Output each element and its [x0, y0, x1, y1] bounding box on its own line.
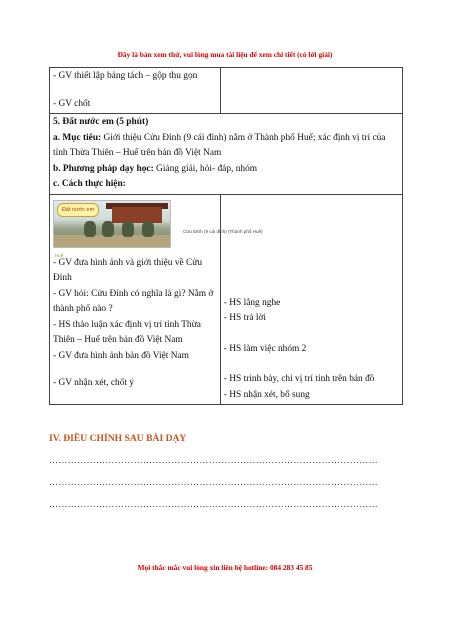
student-step: - HS lắng nghe	[223, 297, 281, 308]
student-step: - HS trả lời	[223, 313, 266, 323]
table-row	[50, 194, 403, 405]
student-cell	[220, 68, 402, 114]
teacher-step: - GV hỏi: Cửu Đỉnh có nghĩa là gì? Nằm ở thành phố nào ?	[53, 288, 214, 314]
student-step: - HS làm việc nhóm 2	[223, 343, 307, 354]
cuu-dinh-image	[53, 196, 263, 258]
teacher-step: - GV chốt	[53, 98, 91, 109]
teacher-step: - GV đưa hình ảnh bản đồ Việt Nam	[53, 350, 189, 361]
teacher-step: - GV thiết lập bảng tách – gộp thu gọn	[53, 71, 198, 81]
teacher-cell	[50, 68, 221, 114]
image-small-label: Huế	[55, 252, 64, 258]
student-step: - HS nhận xét, bổ sung	[223, 389, 310, 400]
table-row	[50, 68, 403, 114]
hotline-banner: Mọi thắc mắc vui lòng xin liên hệ hotline: 084 283 45 85	[137, 563, 313, 572]
slide-badge: Đất nước em	[57, 203, 99, 217]
teacher-step: - GV đưa hình ảnh và giới thiệu về Cửu Đỉnh	[53, 257, 203, 283]
steps-heading: c. Cách thực hiện:	[53, 179, 126, 189]
section-title: 5. Đất nước em (5 phút)	[53, 117, 149, 127]
dotted-line: ……………………………………………………………………………………………	[49, 455, 378, 465]
goal-line: a. Mục tiêu: Giới thiệu Cửu Đỉnh (9 cái đỉnh) nằm ở Thành phố Huế; xác định vị trí của tỉnh Thừa Thiên – Huế trên bản đồ Việt Nam	[53, 132, 386, 158]
adjust-section-title: IV. ĐIỀU CHỈNH SAU BÀI DẠY	[49, 433, 187, 444]
image-caption: Cửu Đỉnh (9 cái đỉnh) (Thành phố Huế)	[183, 228, 263, 234]
student-cell	[220, 194, 402, 405]
dotted-line: ……………………………………………………………………………………………	[49, 477, 378, 487]
method-line: b. Phương pháp dạy học: Giảng giải, hỏi- đáp, nhóm	[53, 163, 258, 174]
teacher-step: - GV nhận xét, chốt ý	[53, 378, 135, 388]
teacher-step: - HS thảo luận xác định vị trí tỉnh Thừa Thiên – Huế trên bản đồ Việt Nam	[53, 319, 201, 345]
section-cell	[50, 114, 403, 195]
student-step: - HS trình bày, chỉ vị trí tỉnh trên bản đồ	[223, 374, 375, 384]
lesson-table	[49, 67, 403, 405]
preview-banner: Đây là bản xem thử, vui lòng mua tài liệu để xem chi tiết (có lời giải)	[117, 50, 333, 59]
dotted-line: ……………………………………………………………………………………………	[49, 499, 378, 509]
section-row	[50, 114, 403, 195]
